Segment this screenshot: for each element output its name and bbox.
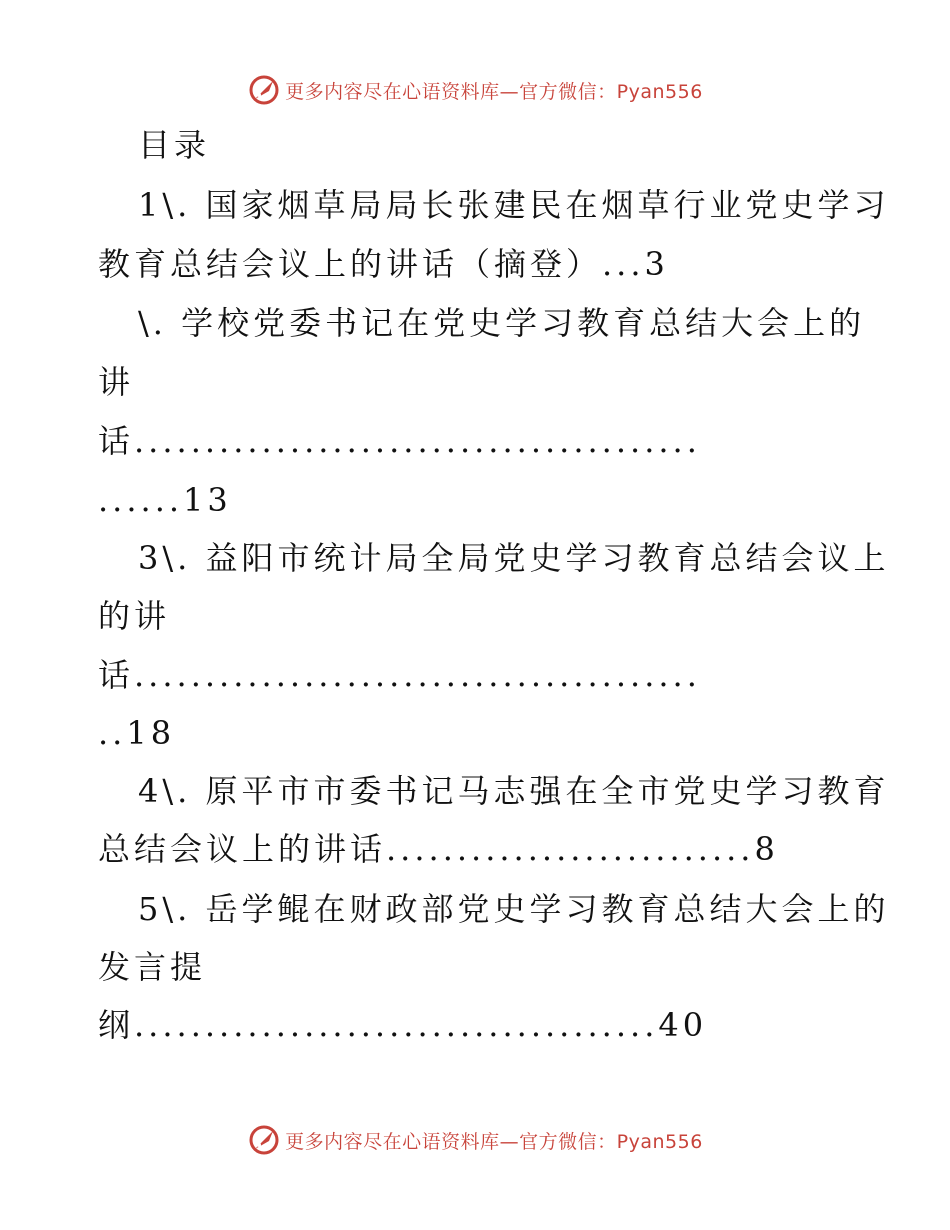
toc-line: 5\. 岳学鲲在财政部党史学习教育总结大会上的 bbox=[138, 890, 890, 928]
banner-text: 更多内容尽在心语资料库—官方微信：Pyan556 bbox=[285, 80, 703, 103]
toc-line: 4\. 原平市市委书记马志强在全市党史学习教育 bbox=[138, 772, 890, 810]
footer-banner bbox=[0, 1120, 950, 1160]
toc-line: 讲 bbox=[98, 363, 135, 401]
quill-logo-icon bbox=[247, 1123, 281, 1157]
toc-line: \. 学校党委书记在党史学习教育总结大会上的 bbox=[138, 304, 866, 342]
toc-line: 1\. 国家烟草局局长张建民在烟草行业党史学习 bbox=[138, 186, 890, 224]
toc-line: 发言提 bbox=[98, 948, 207, 986]
header-banner bbox=[0, 70, 950, 110]
quill-logo-icon bbox=[247, 73, 281, 107]
toc-line: 总结会议上的讲话..........................8 bbox=[98, 830, 779, 868]
toc-line: 教育总结会议上的讲话（摘登）...3 bbox=[98, 245, 669, 283]
toc-line: ..18 bbox=[98, 714, 176, 752]
toc-heading: 目录 bbox=[138, 126, 211, 164]
toc-line: 纲.....................................40 bbox=[98, 1006, 708, 1044]
toc-line: 话........................................ bbox=[98, 422, 701, 460]
toc-line: 3\. 益阳市统计局全局党史学习教育总结会议上 bbox=[138, 539, 890, 577]
toc-line: 话........................................ bbox=[98, 656, 701, 694]
toc-line: 的讲 bbox=[98, 597, 171, 635]
banner-text: 更多内容尽在心语资料库—官方微信：Pyan556 bbox=[285, 1130, 703, 1153]
toc-line: ......13 bbox=[98, 481, 232, 519]
